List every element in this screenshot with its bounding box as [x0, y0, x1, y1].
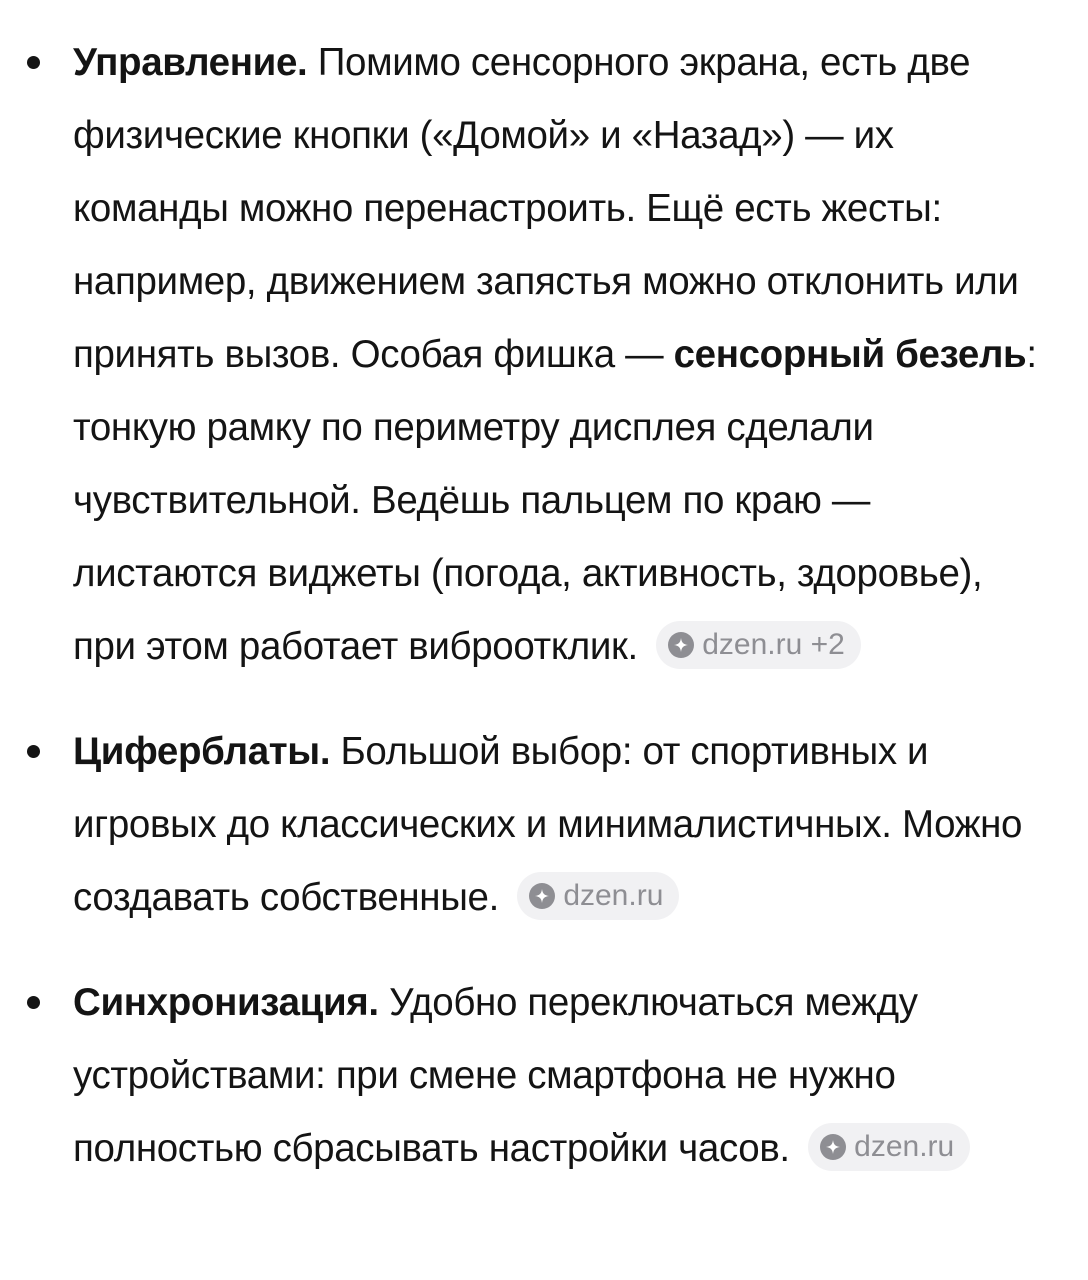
- item-text: Удобно переключаться между устройствами: при смене смартфона не нужно полностью сбрасывать настройки часов.: [73, 981, 918, 1170]
- item-text: : тонкую рамку по периметру дисплея сделали чувствительной. Ведёшь пальцем по краю — листаются виджеты (погода, активность, здоровье), при этом работает виброотклик.: [73, 333, 1037, 668]
- source-chip-label: dzen.ru +2: [702, 628, 845, 661]
- list-item-controls: [0, 26, 1088, 683]
- item-lead: Управление.: [73, 41, 308, 84]
- item-text: Большой выбор: от спортивных и игровых до классических и минималистичных. Можно создавать собственные.: [73, 730, 1023, 919]
- sparkle-icon: [668, 632, 694, 658]
- bullet-icon: [27, 745, 40, 758]
- source-chip-label: dzen.ru: [854, 1130, 955, 1163]
- item-bold-term: сенсорный безель: [673, 333, 1027, 376]
- item-lead: Синхронизация.: [73, 981, 379, 1024]
- source-chip[interactable]: [517, 872, 679, 920]
- source-chip[interactable]: [808, 1123, 970, 1171]
- bullet-list: [0, 26, 1088, 1217]
- bullet-icon: [27, 996, 40, 1009]
- item-lead: Циферблаты.: [73, 730, 331, 773]
- source-chip-label: dzen.ru: [563, 879, 664, 912]
- bullet-icon: [27, 56, 40, 69]
- list-item-watchfaces: [0, 715, 1088, 934]
- source-chip[interactable]: [656, 621, 861, 669]
- sparkle-icon: [820, 1134, 846, 1160]
- sparkle-icon: [529, 883, 555, 909]
- item-text: Помимо сенсорного экрана, есть две физические кнопки («Домой» и «Назад») — их команды можно перенастроить. Ещё есть жесты: например, движением запястья можно отклонить или принять вызов. Особая фишка —: [73, 41, 1019, 376]
- list-item-sync: [0, 966, 1088, 1185]
